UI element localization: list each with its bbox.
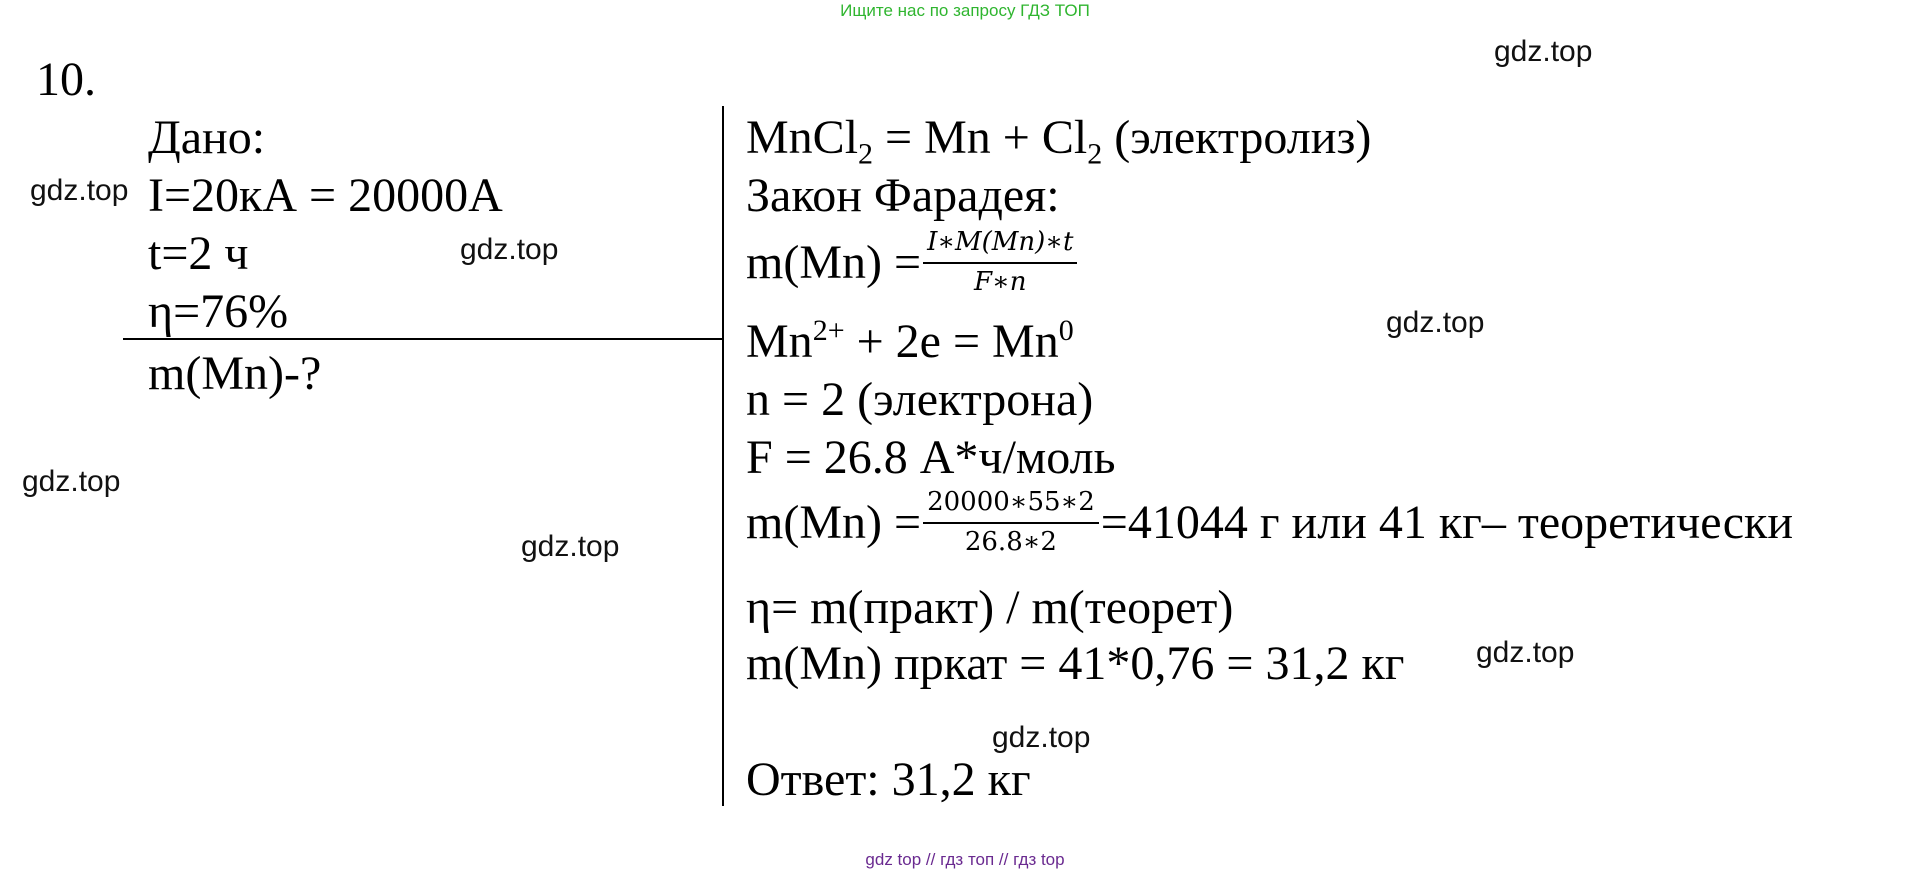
eq-part: MnCl: [746, 111, 859, 164]
watermark: gdz.top: [1476, 636, 1575, 669]
eq-sub: 2: [1087, 137, 1103, 171]
eq-part: = Mn + Cl: [873, 111, 1088, 164]
problem-number: 10.: [36, 53, 96, 106]
mass-calculation: [746, 488, 1793, 558]
efficiency-formula: η= m(практ) / m(теорет): [746, 581, 1234, 634]
given-time: t=2 ч: [148, 227, 249, 280]
watermark: gdz.top: [1386, 306, 1485, 339]
watermark: gdz.top: [460, 233, 559, 266]
electron-count: n = 2 (электрона): [746, 373, 1094, 426]
watermark: gdz.top: [521, 530, 620, 563]
given-divider: [123, 338, 723, 340]
formula-lhs: m(Mn) =: [746, 235, 922, 289]
reaction-equation: [746, 111, 1372, 171]
ion-charge: 0: [1058, 314, 1074, 347]
ion-charge: 2+: [812, 314, 845, 347]
practical-mass: m(Mn) пркат = 41*0,76 = 31,2 кг: [746, 637, 1405, 690]
answer-line: Ответ: 31,2 кг: [746, 753, 1031, 806]
find-line: m(Mn)-?: [148, 347, 322, 400]
given-heading: Дано:: [148, 111, 266, 164]
given-current: I=20кА = 20000А: [148, 169, 503, 222]
ion-part: Mn: [746, 315, 813, 368]
ion-part: + 2e = Mn: [844, 315, 1059, 368]
calc-fraction: [923, 488, 1099, 558]
faraday-constant: F = 26.8 А*ч/моль: [746, 431, 1116, 484]
given-efficiency: η=76%: [148, 285, 289, 338]
footer-links: gdz top // гдз топ // гдз top: [865, 850, 1065, 869]
formula-denominator: F∗n: [974, 266, 1027, 297]
formula-numerator: I∗M(Mn)∗t: [923, 228, 1077, 264]
watermark: gdz.top: [1494, 35, 1593, 68]
top-banner: Ищите нас по запросу ГДЗ ТОП: [840, 1, 1090, 20]
calc-denominator: 26.8∗2: [964, 526, 1057, 557]
vertical-divider: [722, 106, 724, 806]
eq-sub: 2: [858, 137, 874, 171]
watermark: gdz.top: [30, 174, 129, 207]
faraday-formula: [746, 228, 1079, 298]
calc-numerator: 20000∗55∗2: [923, 488, 1099, 524]
eq-part: (электролиз): [1102, 111, 1372, 164]
ion-equation: [746, 314, 1074, 368]
watermark: gdz.top: [22, 465, 121, 498]
calc-result: =41044 г или 41 кг– теоретически: [1100, 495, 1794, 549]
formula-fraction: [923, 228, 1077, 298]
calc-lhs: m(Mn) =: [746, 495, 922, 549]
watermark: gdz.top: [992, 721, 1091, 754]
faraday-law-heading: Закон Фарадея:: [746, 169, 1060, 222]
